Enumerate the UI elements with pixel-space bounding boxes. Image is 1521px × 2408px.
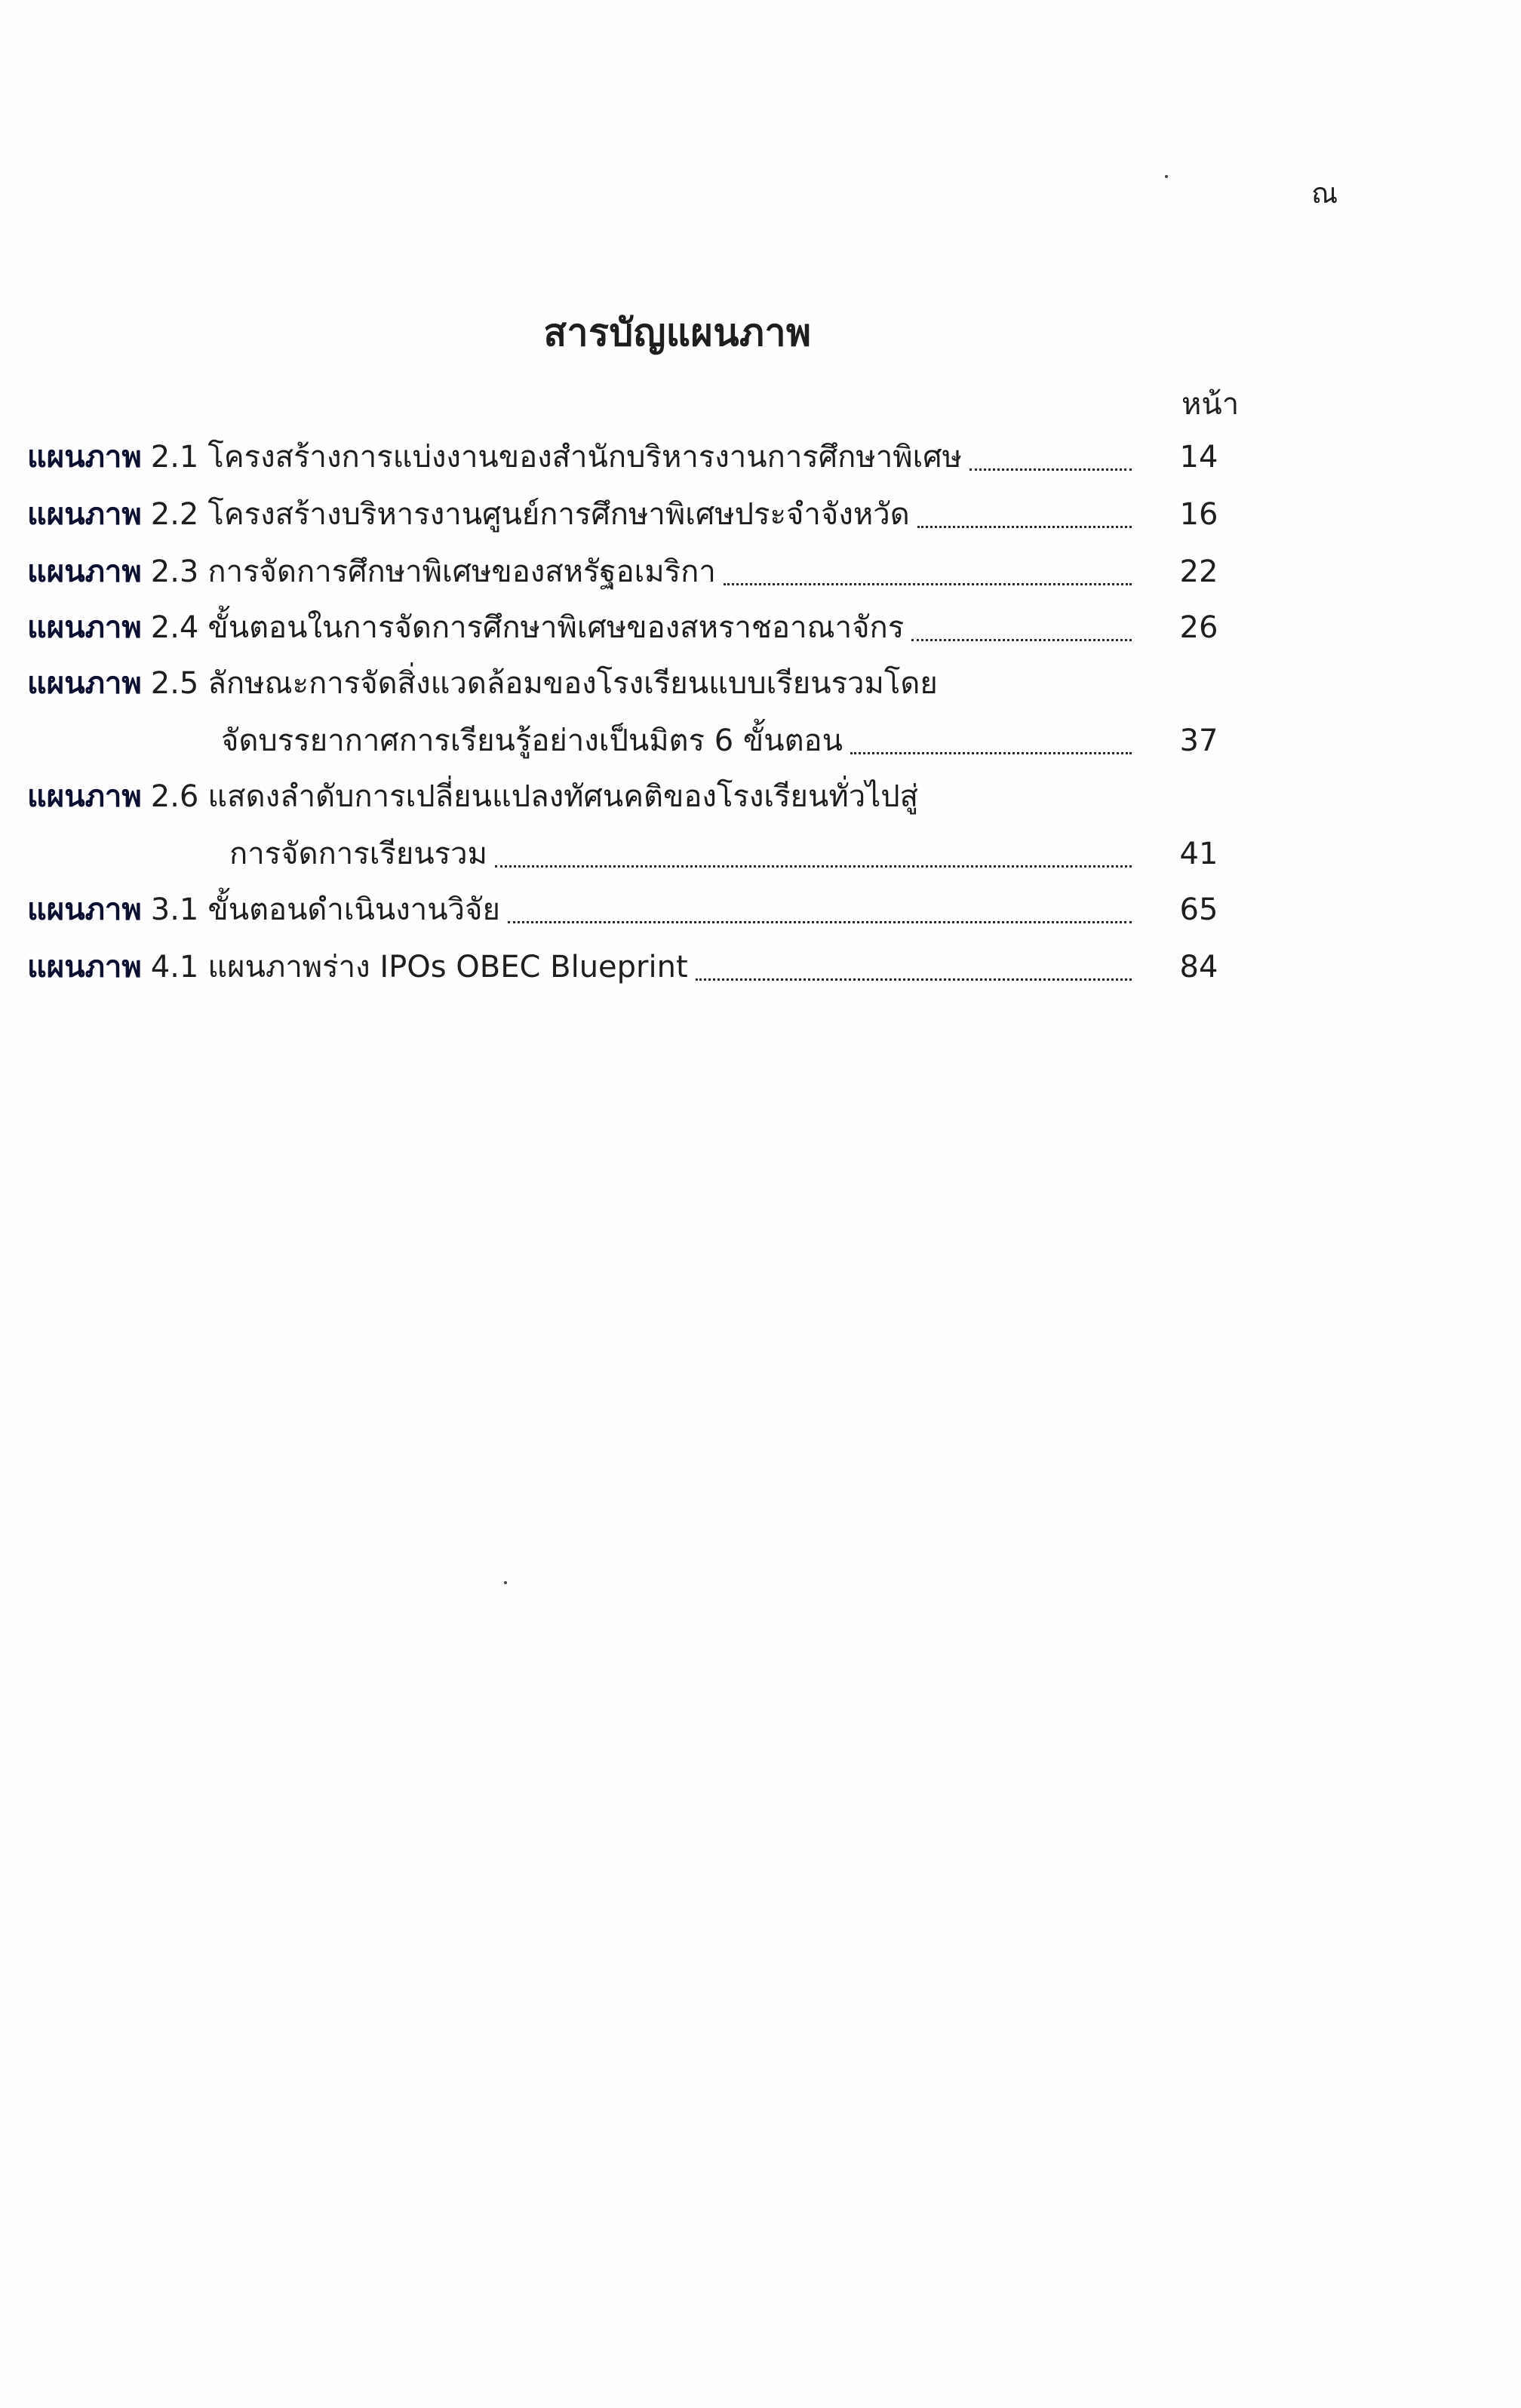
toc-entry-page: 65: [1179, 892, 1218, 927]
toc-entry-title: แผนภาพร่าง IPOs OBEC Blueprint: [207, 950, 688, 984]
toc-entry-number: 2.6: [150, 779, 199, 814]
toc-entry: [27, 551, 1234, 593]
toc-entry-title-continued: จัดบรรยากาศการเรียนรู้อย่างเป็นมิตร 6 ขั้นตอน: [221, 723, 843, 758]
toc-entry-title-continued: การจัดการเรียนรวม: [229, 837, 487, 871]
dot-leader: [850, 752, 1132, 754]
toc-entry-number: 2.4: [150, 610, 199, 645]
scan-speck: [504, 1581, 507, 1584]
toc-entry-title: ขั้นตอนดำเนินงานวิจัย: [207, 892, 500, 927]
toc-entry-title: ขั้นตอนในการจัดการศึกษาพิเศษของสหราชอาณาจักร: [207, 610, 905, 645]
toc-entry: [27, 436, 1234, 478]
toc-entry-page: 16: [1179, 497, 1218, 532]
toc-entry-title: การจัดการศึกษาพิเศษของสหรัฐอเมริกา: [207, 554, 716, 589]
toc-entry-line: [27, 436, 1234, 478]
toc-entry-number: 2.5: [150, 666, 199, 701]
toc-entry-page: 41: [1179, 837, 1218, 871]
toc-entry-title: โครงสร้างบริหารงานศูนย์การศึกษาพิเศษประจำจังหวัด: [207, 497, 910, 532]
toc-entry-line: [27, 551, 1234, 593]
toc-entry-prefix: แผนภาพ: [27, 440, 142, 475]
toc-entry-prefix: แผนภาพ: [27, 610, 142, 645]
toc-entry-number: 2.3: [150, 554, 199, 589]
toc-entry-line: [27, 889, 1234, 931]
toc-entry: [27, 776, 1234, 875]
toc-entry-number: 3.1: [150, 892, 199, 927]
toc-entry-title: แสดงลำดับการเปลี่ยนแปลงทัศนคติของโรงเรียนทั่วไปสู่: [207, 779, 919, 814]
toc-entry-number: 4.1: [150, 950, 199, 984]
page-title: สารบัญแผนภาพ: [543, 311, 812, 355]
toc-entry-number: 2.2: [150, 497, 199, 532]
scan-speck: [1165, 175, 1168, 178]
toc-entry-page: 84: [1179, 950, 1218, 984]
toc-entry-page: 26: [1179, 610, 1218, 645]
page-column-header: หน้า: [1181, 387, 1240, 422]
toc-entry-title: ลักษณะการจัดสิ่งแวดล้อมของโรงเรียนแบบเรียนรวมโดย: [207, 666, 938, 701]
dot-leader: [508, 921, 1132, 923]
toc-entry-page: 22: [1179, 554, 1218, 589]
toc-entry-line: [27, 662, 1234, 705]
toc-entry-title: โครงสร้างการแบ่งงานของสำนักบริหารงานการศึกษาพิเศษ: [207, 440, 962, 475]
toc-entry-prefix: แผนภาพ: [27, 497, 142, 532]
toc-entry-prefix: แผนภาพ: [27, 554, 142, 589]
toc-entry: [27, 889, 1234, 931]
toc-entry-line: [27, 493, 1234, 536]
toc-entry-prefix: แผนภาพ: [27, 779, 142, 814]
dot-leader: [917, 526, 1132, 528]
dot-leader: [495, 865, 1132, 868]
toc-entry: [27, 493, 1234, 536]
toc-entry: [27, 607, 1234, 649]
toc-entry-line: [27, 607, 1234, 649]
toc-entry: [27, 662, 1234, 762]
dot-leader: [696, 978, 1132, 981]
toc-entry-line: [27, 946, 1234, 988]
dot-leader: [969, 468, 1132, 471]
toc-entry-page: 37: [1179, 723, 1218, 758]
toc-entry-line: [27, 776, 1234, 818]
dot-leader: [911, 639, 1132, 641]
toc-entry-line: [27, 833, 1234, 875]
toc-entry-prefix: แผนภาพ: [27, 666, 142, 701]
toc-entry: [27, 946, 1234, 988]
toc-entry-line: [27, 720, 1234, 762]
page-number-letter: ณ: [1311, 177, 1338, 210]
dot-leader: [724, 583, 1132, 585]
toc-entry-prefix: แผนภาพ: [27, 950, 142, 984]
toc-entry-number: 2.1: [150, 440, 199, 475]
toc-entry-page: 14: [1179, 440, 1218, 475]
toc-entry-prefix: แผนภาพ: [27, 892, 142, 927]
